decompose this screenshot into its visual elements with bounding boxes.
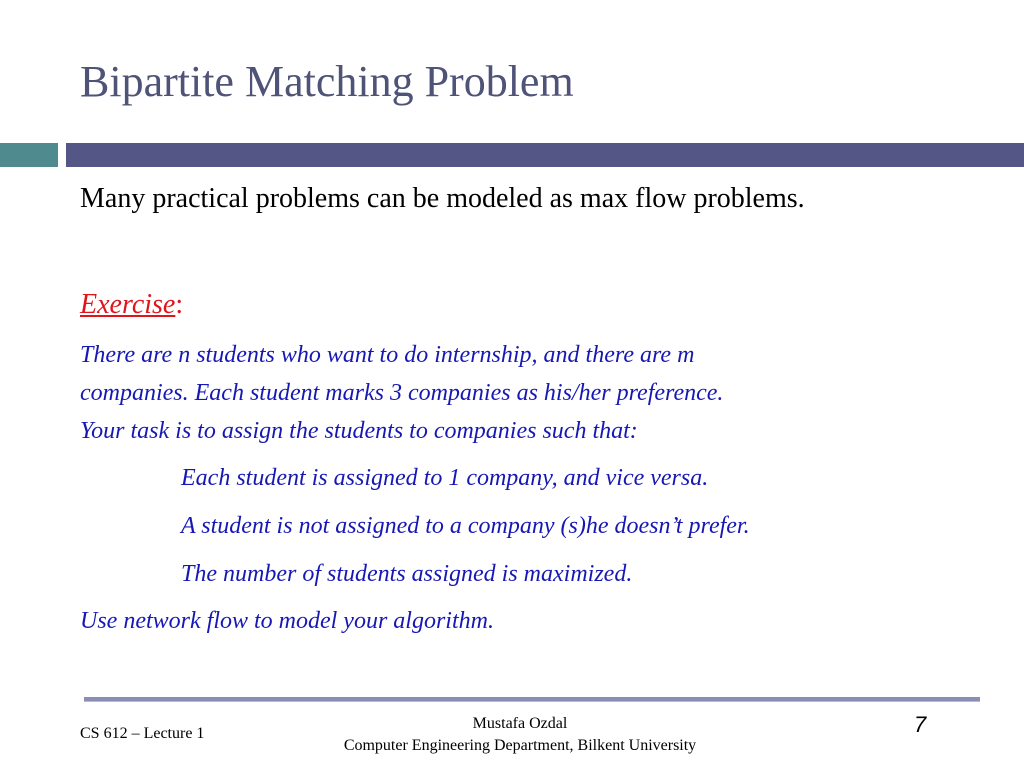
closing-text: Use network flow to model your algorithm. [80,608,494,634]
footer-author: Mustafa Ozdal [472,715,568,732]
paragraph-line-3: Your task is to assign the students to companies such that: [80,418,638,444]
exercise-heading [80,289,183,321]
condition-3: The number of students assigned is maximized. [181,561,633,587]
page-number: 7 [914,712,927,737]
footer-divider [84,697,980,702]
footer-credits [300,713,740,757]
title-accent-bar-teal [0,143,58,167]
condition-2: A student is not assigned to a company (s)he doesn’t prefer. [181,513,750,539]
exercise-colon: : [175,289,184,320]
slide-title: Bipartite Matching Problem [80,57,574,106]
paragraph-line-1: There are n students who want to do internship, and there are m [80,342,695,368]
paragraph-line-2: companies. Each student marks 3 companies as his/her preference. [80,380,724,406]
exercise-label: Exercise [80,289,176,320]
footer-course: CS 612 – Lecture 1 [80,725,205,742]
footer-department: Computer Engineering Department, Bilkent University [343,737,697,754]
title-accent-bar [66,143,1024,167]
intro-text: Many practical problems can be modeled as max flow problems. [80,183,805,214]
condition-1: Each student is assigned to 1 company, and vice versa. [181,465,709,491]
